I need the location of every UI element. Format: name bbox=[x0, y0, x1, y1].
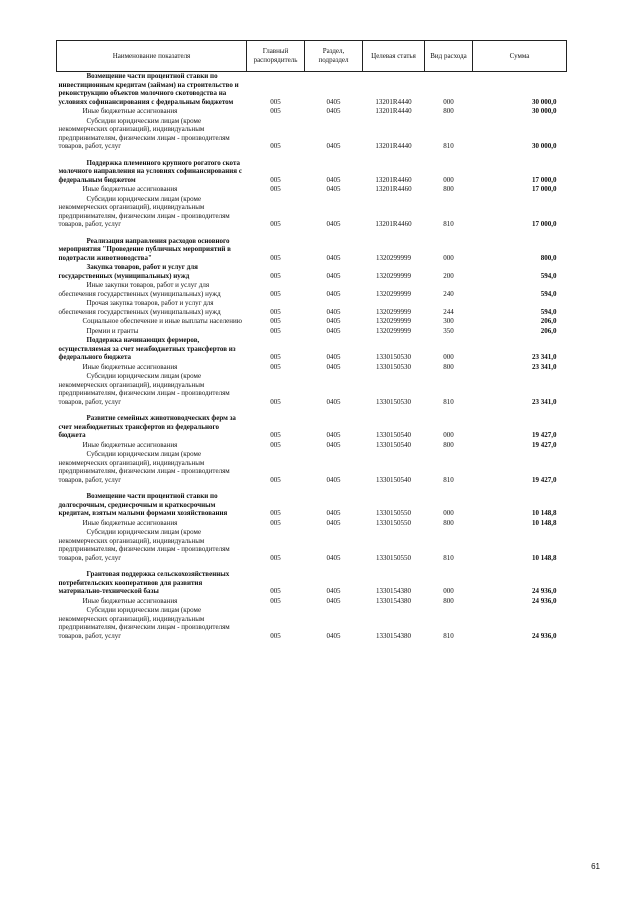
row-expense: 000 bbox=[443, 509, 454, 517]
row-grbs: 005 bbox=[270, 518, 281, 527]
row-name: Иные бюджетные ассигнования bbox=[82, 362, 178, 371]
row-expense: 810 bbox=[443, 397, 454, 406]
budget-table bbox=[56, 40, 567, 641]
row-expense: 800 bbox=[443, 596, 454, 605]
row-grbs: 005 bbox=[270, 185, 281, 193]
row-grbs: 005 bbox=[270, 220, 281, 228]
row-section: 0405 bbox=[326, 397, 341, 406]
row-section: 0405 bbox=[326, 271, 341, 280]
row-sum: 30 000,0 bbox=[532, 97, 557, 106]
row-sum: 594,0 bbox=[540, 307, 557, 316]
row-name: Возмещение части процентной ставки по инвестиционным кредитам (займам) на строительство и реконструкцию объектов молочного скотоводства на условиях софинансирования с федеральным бюджетом bbox=[58, 72, 239, 106]
row-name: Поддержка племенного крупного рогатого скота молочного направления на условиях софинансирования с федеральным бюджетом bbox=[58, 158, 242, 184]
row-sum: 24 936,0 bbox=[532, 596, 557, 605]
row-name: Грантовая поддержка сельскохозяйственных потребительских кооперативов для развития материально-технической базы bbox=[58, 570, 230, 595]
budget-table-sheet bbox=[56, 40, 566, 641]
row-expense: 810 bbox=[443, 553, 454, 562]
table-row bbox=[57, 159, 567, 186]
row-sum: 206,0 bbox=[540, 317, 557, 325]
row-expense: 800 bbox=[443, 107, 454, 115]
row-expense: 800 bbox=[443, 440, 454, 449]
row-target: 13201R4440 bbox=[375, 97, 412, 106]
row-section: 0405 bbox=[326, 475, 341, 484]
row-name: Иные бюджетные ассигнования bbox=[82, 185, 178, 193]
row-grbs: 005 bbox=[270, 107, 281, 115]
row-expense: 000 bbox=[443, 253, 454, 262]
row-section: 0405 bbox=[326, 596, 341, 605]
row-target: 1330150530 bbox=[376, 362, 411, 371]
table-row bbox=[57, 281, 567, 299]
header-grbs: Главный распорядитель bbox=[247, 41, 305, 72]
spacer-row bbox=[57, 485, 567, 492]
row-target: 1330150540 bbox=[376, 440, 411, 449]
table-row bbox=[57, 336, 567, 363]
spacer-cell bbox=[57, 152, 567, 159]
header-section: Раздел, подраздел bbox=[305, 41, 363, 72]
row-grbs: 005 bbox=[270, 509, 281, 517]
row-name: Субсидии юридическим лицам (кроме некоммерческих организаций), индивидуальным предпринимателям, физическим лицам - производителям товаров, работ, услуг bbox=[58, 450, 230, 484]
row-grbs: 005 bbox=[270, 596, 281, 605]
row-grbs: 005 bbox=[270, 362, 281, 371]
row-grbs: 005 bbox=[270, 631, 281, 640]
row-sum: 19 427,0 bbox=[532, 440, 557, 449]
row-target: 1330150550 bbox=[376, 518, 411, 527]
table-header-row bbox=[57, 41, 567, 72]
row-target: 1320299999 bbox=[376, 326, 411, 335]
row-grbs: 005 bbox=[270, 326, 281, 335]
row-sum: 10 148,8 bbox=[532, 509, 557, 517]
row-grbs: 005 bbox=[270, 317, 281, 325]
header-target: Целевая статья bbox=[363, 41, 425, 72]
row-name: Реализация направления расходов основного мероприятия "Проведение публичных мероприятий в подотрасли животноводства" bbox=[58, 236, 231, 262]
row-expense: 810 bbox=[443, 631, 454, 640]
row-grbs: 005 bbox=[270, 587, 281, 595]
row-grbs: 005 bbox=[270, 271, 281, 280]
row-section: 0405 bbox=[326, 142, 341, 150]
row-target: 1320299999 bbox=[376, 289, 411, 298]
row-section: 0405 bbox=[326, 631, 341, 640]
spacer-cell bbox=[57, 485, 567, 492]
row-sum: 206,0 bbox=[540, 326, 557, 335]
row-sum: 23 341,0 bbox=[532, 397, 557, 406]
table-row bbox=[57, 492, 567, 519]
row-target: 13201R4460 bbox=[375, 220, 412, 228]
row-expense: 810 bbox=[443, 142, 454, 150]
table-row bbox=[57, 263, 567, 281]
row-target: 1330150540 bbox=[376, 475, 411, 484]
row-name: Премии и гранты bbox=[86, 326, 139, 335]
row-sum: 24 936,0 bbox=[532, 631, 557, 640]
row-expense: 240 bbox=[443, 289, 454, 298]
table-row bbox=[57, 107, 567, 117]
table-row bbox=[57, 606, 567, 641]
row-section: 0405 bbox=[326, 353, 341, 361]
header-expense: Вид расхода bbox=[425, 41, 473, 72]
row-sum: 10 148,8 bbox=[532, 518, 557, 527]
row-section: 0405 bbox=[326, 553, 341, 562]
row-sum: 17 000,0 bbox=[532, 185, 557, 193]
row-grbs: 005 bbox=[270, 431, 281, 439]
row-target: 13201R4440 bbox=[375, 107, 412, 115]
table-row bbox=[57, 441, 567, 451]
row-expense: 000 bbox=[443, 587, 454, 595]
row-grbs: 005 bbox=[270, 175, 281, 184]
row-name: Иные закупки товаров, работ и услуг для обеспечения государственных (муниципальных) нужд bbox=[58, 281, 221, 298]
row-name: Субсидии юридическим лицам (кроме некоммерческих организаций), индивидуальным предпринимателям, физическим лицам - производителям товаров, работ, услуг bbox=[58, 606, 230, 640]
row-name: Субсидии юридическим лицам (кроме некоммерческих организаций), индивидуальным предпринимателям, физическим лицам - производителям товаров, работ, услуг bbox=[58, 116, 230, 150]
row-name: Иные бюджетные ассигнования bbox=[82, 107, 178, 115]
table-row bbox=[57, 570, 567, 597]
row-section: 0405 bbox=[326, 326, 341, 335]
row-expense: 000 bbox=[443, 175, 454, 184]
row-name: Иные бюджетные ассигнования bbox=[82, 518, 178, 527]
row-grbs: 005 bbox=[270, 553, 281, 562]
row-target: 1330154380 bbox=[376, 587, 411, 595]
table-row bbox=[57, 327, 567, 337]
row-grbs: 005 bbox=[270, 253, 281, 262]
row-sum: 24 936,0 bbox=[532, 587, 557, 595]
row-expense: 800 bbox=[443, 362, 454, 371]
row-grbs: 005 bbox=[270, 475, 281, 484]
row-expense: 000 bbox=[443, 431, 454, 439]
row-target: 1330154380 bbox=[376, 631, 411, 640]
table-row bbox=[57, 363, 567, 373]
row-grbs: 005 bbox=[270, 142, 281, 150]
row-section: 0405 bbox=[326, 107, 341, 115]
row-section: 0405 bbox=[326, 253, 341, 262]
table-row bbox=[57, 237, 567, 264]
row-name: Социальное обеспечение и иные выплаты населению bbox=[82, 317, 242, 325]
spacer-row bbox=[57, 230, 567, 237]
table-row bbox=[57, 372, 567, 407]
row-expense: 810 bbox=[443, 220, 454, 228]
page-number: 61 bbox=[591, 862, 600, 871]
row-target: 1330154380 bbox=[376, 596, 411, 605]
table-row bbox=[57, 597, 567, 607]
header-sum: Сумма bbox=[473, 41, 567, 72]
row-expense: 000 bbox=[443, 353, 454, 361]
table-row bbox=[57, 195, 567, 230]
row-section: 0405 bbox=[326, 317, 341, 325]
row-grbs: 005 bbox=[270, 440, 281, 449]
row-section: 0405 bbox=[326, 431, 341, 439]
row-name: Иные бюджетные ассигнования bbox=[82, 440, 178, 449]
row-expense: 350 bbox=[443, 326, 454, 335]
row-expense: 800 bbox=[443, 518, 454, 527]
spacer-row bbox=[57, 407, 567, 414]
table-row bbox=[57, 414, 567, 441]
row-name: Возмещение части процентной ставки по долгосрочным, среднесрочным и краткосрочным кредитам, взятым малыми формами хозяйствования bbox=[58, 492, 228, 517]
row-target: 13201R4440 bbox=[375, 142, 412, 150]
row-expense: 000 bbox=[443, 97, 454, 106]
row-name: Субсидии юридическим лицам (кроме некоммерческих организаций), индивидуальным предпринимателям, физическим лицам - производителям товаров, работ, услуг bbox=[58, 194, 230, 228]
spacer-row bbox=[57, 563, 567, 570]
table-row bbox=[57, 450, 567, 485]
row-expense: 300 bbox=[443, 317, 454, 325]
row-target: 1330150530 bbox=[376, 397, 411, 406]
row-name: Прочая закупка товаров, работ и услуг для обеспечения государственных (муниципальных) нужд bbox=[58, 299, 221, 316]
table-row bbox=[57, 317, 567, 327]
table-row bbox=[57, 185, 567, 195]
row-section: 0405 bbox=[326, 97, 341, 106]
row-section: 0405 bbox=[326, 185, 341, 193]
table-row bbox=[57, 117, 567, 152]
row-grbs: 005 bbox=[270, 397, 281, 406]
spacer-cell bbox=[57, 407, 567, 414]
row-section: 0405 bbox=[326, 175, 341, 184]
row-sum: 19 427,0 bbox=[532, 431, 557, 439]
row-target: 1320299999 bbox=[376, 307, 411, 316]
row-sum: 800,0 bbox=[540, 253, 557, 262]
table-row bbox=[57, 72, 567, 108]
row-sum: 17 000,0 bbox=[532, 220, 557, 228]
row-sum: 17 000,0 bbox=[532, 175, 557, 184]
header-name: Наименование показателя bbox=[57, 41, 247, 72]
row-section: 0405 bbox=[326, 518, 341, 527]
row-name: Развитие семейных животноводческих ферм за счет межбюджетных трансфертов из федерального бюджета bbox=[58, 414, 236, 439]
row-sum: 23 341,0 bbox=[532, 362, 557, 371]
row-target: 1320299999 bbox=[376, 317, 411, 325]
row-target: 1330150550 bbox=[376, 509, 411, 517]
table-row bbox=[57, 299, 567, 317]
row-section: 0405 bbox=[326, 307, 341, 316]
row-name: Субсидии юридическим лицам (кроме некоммерческих организаций), индивидуальным предпринимателям, физическим лицам - производителям товаров, работ, услуг bbox=[58, 372, 230, 406]
row-grbs: 005 bbox=[270, 307, 281, 316]
row-grbs: 005 bbox=[270, 289, 281, 298]
table-row bbox=[57, 528, 567, 563]
row-sum: 23 341,0 bbox=[532, 353, 557, 361]
row-section: 0405 bbox=[326, 289, 341, 298]
spacer-cell bbox=[57, 230, 567, 237]
table-row bbox=[57, 519, 567, 529]
spacer-cell bbox=[57, 563, 567, 570]
row-target: 13201R4460 bbox=[375, 185, 412, 193]
row-grbs: 005 bbox=[270, 353, 281, 361]
row-sum: 30 000,0 bbox=[532, 142, 557, 150]
table-body bbox=[57, 72, 567, 642]
row-expense: 244 bbox=[443, 307, 454, 316]
row-sum: 594,0 bbox=[540, 271, 557, 280]
row-target: 1330150550 bbox=[376, 553, 411, 562]
row-name: Иные бюджетные ассигнования bbox=[82, 596, 178, 605]
row-target: 13201R4460 bbox=[375, 175, 412, 184]
row-target: 1320299999 bbox=[376, 271, 411, 280]
row-target: 1320299999 bbox=[376, 253, 411, 262]
row-name: Закупка товаров, работ и услуг для государственных (муниципальных) нужд bbox=[58, 263, 198, 280]
row-grbs: 005 bbox=[270, 97, 281, 106]
row-expense: 800 bbox=[443, 185, 454, 193]
row-target: 1330150530 bbox=[376, 353, 411, 361]
row-sum: 30 000,0 bbox=[532, 107, 557, 115]
spacer-row bbox=[57, 152, 567, 159]
row-expense: 200 bbox=[443, 271, 454, 280]
row-name: Поддержка начинающих фермеров, осуществляемая за счет межбюджетных трансфертов из федерального бюджета bbox=[58, 336, 236, 361]
row-target: 1330150540 bbox=[376, 431, 411, 439]
row-section: 0405 bbox=[326, 440, 341, 449]
row-sum: 19 427,0 bbox=[532, 475, 557, 484]
row-name: Субсидии юридическим лицам (кроме некоммерческих организаций), индивидуальным предпринимателям, физическим лицам - производителям товаров, работ, услуг bbox=[58, 528, 230, 562]
row-section: 0405 bbox=[326, 587, 341, 595]
row-section: 0405 bbox=[326, 362, 341, 371]
row-section: 0405 bbox=[326, 220, 341, 228]
row-expense: 810 bbox=[443, 475, 454, 484]
row-sum: 10 148,8 bbox=[532, 553, 557, 562]
row-section: 0405 bbox=[326, 509, 341, 517]
row-sum: 594,0 bbox=[540, 289, 557, 298]
